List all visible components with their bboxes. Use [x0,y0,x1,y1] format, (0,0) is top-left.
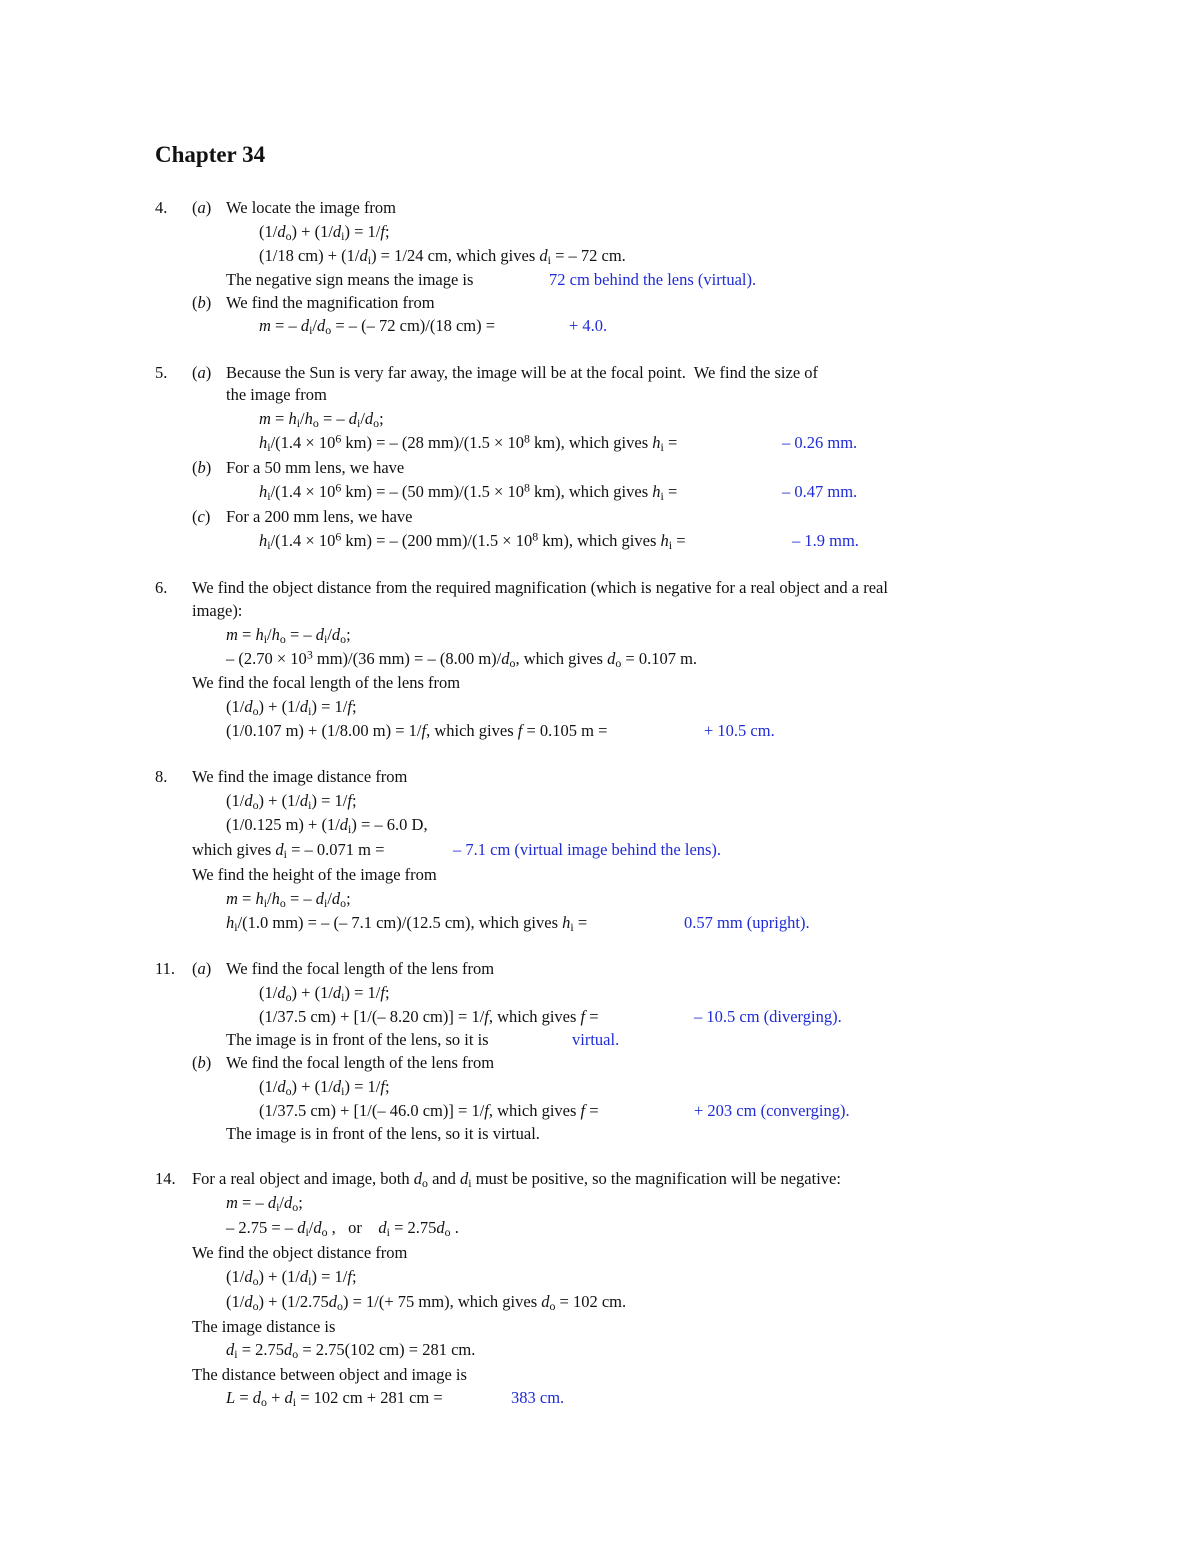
problem-number: 4. [155,198,168,217]
solution-line: (a) [192,363,212,382]
solution-line: (1/18 $cm) + (1/d_i) = 1/24$ cm, which gives $d_i$ = – 72 cm. [259,246,626,267]
solution-line: The image is in front of the lens, so it is virtual. [226,1124,540,1143]
solution-line: (1/0.125 $m) + (1/d_i)$ = – 6.0 D, [226,815,428,836]
problem-number: 5. [155,363,168,382]
solution-line: We find the object distance from the required magnification (which is negative for a real object and a real [192,578,888,597]
solution-line: The distance between object and image is [192,1365,467,1384]
solution-line: We find the image distance from [192,767,408,786]
answer-text: + 203 cm (converging). [694,1101,850,1120]
answer-text: – 0.47 mm. [782,482,858,501]
solution-line: $h_i/(1.4 \times 10^6$ km) = – (28 $mm)/(1.5 \times 10^8$ km), which gives $h_i$ = [259,431,678,454]
solution-line: (1/0.107 m) + (1/8.00 m) = 1/f, which gives f = 0.105 m = [226,721,608,740]
solution-line: (c) [192,507,211,526]
solution-line: $h_i/(1.0$ mm) = – (– 7.1 cm)/(12.5 cm), which gives $h_i$ = [226,913,588,934]
solution-line: For a 50 mm lens, we have [226,458,405,477]
solution-line: which gives $d_i$ = – 0.071 m = [192,840,385,861]
solution-line: $(1/d_o) + (1/d_i) = 1/f$; [259,222,390,243]
answer-text: + 4.0. [569,316,608,335]
solution-line: (b) [192,1053,212,1072]
problem-number: 11. [155,959,176,978]
solution-line: The image is in front of the lens, so it is [226,1030,489,1049]
solution-line: The image distance is [192,1317,336,1336]
answer-text: + 10.5 cm. [704,721,775,740]
answer-text: 383 cm. [511,1388,565,1407]
solution-line: For a 200 mm lens, we have [226,507,413,526]
solution-line: m = – $d_i/d_o$; [226,1193,303,1214]
solution-line: (b) [192,458,212,477]
solution-line: $m = h_i/h_o$ = – $d_i/d_o$; [226,889,351,910]
answer-text: 72 cm behind the lens (virtual). [549,270,757,289]
answer-text: – 10.5 cm (diverging). [694,1007,842,1026]
chapter-title: Chapter 34 [155,142,266,167]
solution-line: (1/37.5 cm) + [1/(– 46.0 cm)] = 1/f, which gives f = [259,1101,599,1120]
solution-line: $m = h_i/h_o$ = – $d_i/d_o$; [259,409,384,430]
solution-line: We find the focal length of the lens from [226,1053,495,1072]
solution-line: – 2.75 = – $d_i/d_o$ , or $d_i = 2.75d_o$ . [226,1218,459,1239]
solution-line: $m = h_i/h_o$ = – $d_i/d_o$; [226,625,351,646]
solution-line: $h_i/(1.4 \times 10^6$ km) = – (200 $mm)/(1.5 \times 10^8$ km), which gives $h_i$ = [259,529,686,552]
solution-line: $L = d_o + d_i = 102$ cm + 281 cm = [226,1388,443,1409]
answer-text: – 0.26 mm. [782,433,858,452]
solution-line: We find the object distance from [192,1243,408,1262]
problem-number: 14. [155,1169,176,1188]
solution-line: $h_i/(1.4 \times 10^6$ km) = – (50 $mm)/(1.5 \times 10^8$ km), which gives $h_i$ = [259,480,678,503]
solution-line: m = – $d_i/d_o$ = – (– 72 cm)/(18 cm) = [259,316,496,337]
solution-line: We find the height of the image from [192,865,437,884]
answer-text: – 1.9 mm. [792,531,859,550]
solution-line: $(1/d_o) + (1/d_i) = 1/f$; [226,791,357,812]
solution-line: (1/37.5 cm) + [1/(– 8.20 cm)] = 1/f, which gives f = [259,1007,599,1026]
answer-text: virtual. [572,1030,620,1049]
solution-line: $(1/d_o) + (1/d_i) = 1/f$; [226,697,357,718]
solution-line: $d_i = 2.75d_o = 2.75(102$ cm) = 281 cm. [226,1340,476,1361]
solution-line: Because the Sun is very far away, the image will be at the focal point. We find the size of [226,363,819,382]
solution-line: $(1/d_o) + (1/2.75d_o) = 1/(+ 75$ mm), which gives $d_o = 102$ cm. [226,1292,627,1313]
solution-line: We find the focal length of the lens from [226,959,495,978]
solution-line: $(1/d_o) + (1/d_i) = 1/f$; [259,983,390,1004]
solution-line: $(1/d_o) + (1/d_i) = 1/f$; [226,1267,357,1288]
solution-line: We locate the image from [226,198,397,217]
problem-number: 8. [155,767,168,786]
solution-line: For a real object and image, both $d_o$ and $d_i$ must be positive, so the magnification will be negative: [192,1169,841,1190]
solution-line: We find the focal length of the lens from [192,673,461,692]
solution-line: the image from [226,385,327,404]
answer-text: – 7.1 cm (virtual image behind the lens). [453,840,722,859]
problem-number: 6. [155,578,168,597]
answer-text: 0.57 mm (upright). [684,913,810,932]
solution-line: We find the magnification from [226,293,435,312]
solution-line: The negative sign means the image is [226,270,474,289]
solution-line: (a) [192,198,212,217]
solution-line: (a) [192,959,212,978]
solution-line: (b) [192,293,212,312]
solution-line: – ($2.70 \times 10^3$ mm)/(36 mm) = – (8.00 $m)/d_o$, which gives $d_o = 0.107$ m. [226,647,698,670]
solution-line: $(1/d_o) + (1/d_i) = 1/f$; [259,1077,390,1098]
solution-line: image): [192,601,243,620]
